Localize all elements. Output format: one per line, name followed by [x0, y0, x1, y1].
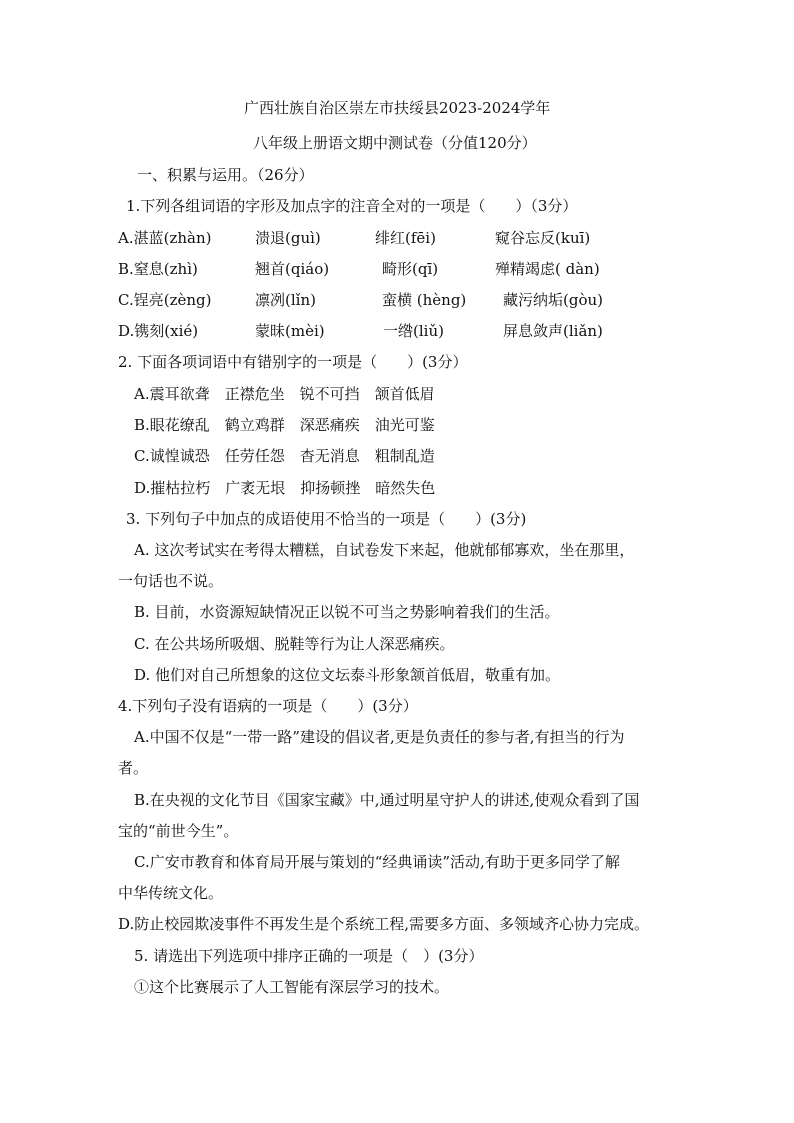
question-4-stem: 4.下列句子没有语病的一项是（ ）(3分） [118, 697, 418, 715]
q2-option-c: C.诚惶诚恐 任劳任怨 杳无消息 粗制乱造 [134, 447, 435, 465]
q1-option-b-word2: 翘首(qiáo) [255, 260, 330, 278]
q5-item-1: ①这个比赛展示了人工智能有深层学习的技术。 [134, 978, 450, 996]
q1-option-d-word2: 蒙昧(mèi) [255, 322, 325, 340]
q1-option-c-word4: 藏污纳垢(gòu) [503, 291, 603, 309]
question-3-stem: 3. 下列句子中加点的成语使用不恰当的一项是（ ）(3分) [126, 510, 527, 528]
q4-option-b-line2: 宝的“前世今生”。 [118, 822, 239, 840]
q1-option-a-word3: 绯红(fēi) [375, 229, 436, 247]
q4-option-c-line1: C.广安市教育和体育局开展与策划的“经典诵读”活动,有助于更多同学了解 [134, 853, 620, 871]
q4-option-a-line1: A.中国不仅是“一带一路”建设的倡议者,更是负责任的参与者,有担当的行为 [134, 728, 625, 746]
q1-option-c-word2: 凛冽(lǐn) [255, 291, 316, 309]
q3-option-a-line1: A. 这次考试实在考得太糟糕，自试卷发下来起，他就郁郁寡欢，坐在那里， [134, 541, 635, 559]
exam-title-line1: 广西壮族自治区崇左市扶绥县2023-2024学年 [244, 99, 551, 117]
q4-option-d: D.防止校园欺凌事件不再发生是个系统工程,需要多方面、多领域齐心协力完成。 [118, 915, 650, 933]
q1-option-a-word4: 窥谷忘反(kuī) [495, 229, 591, 247]
q4-option-c-line2: 中华传统文化。 [118, 884, 224, 902]
q1-option-a-word1: A.湛蓝(zhàn) [118, 229, 212, 247]
q2-option-a: A.震耳欲聋 正襟危坐 锐不可挡 颔首低眉 [134, 385, 435, 403]
q1-option-c-word1: C.锃亮(zèng) [118, 291, 212, 309]
q2-option-d: D.摧枯拉朽 广袤无垠 抑扬顿挫 暗然失色 [134, 479, 436, 497]
q1-option-b-word1: B.窒息(zhì) [118, 260, 198, 278]
question-5-stem: 5. 请选出下列选项中排序正确的一项是（ ）(3分） [134, 947, 484, 965]
exam-title-line2: 八年级上册语文期中测试卷（分值120分） [253, 134, 537, 152]
q4-option-b-line1: B.在央视的文化节目《国家宝藏》中,通过明星守护人的讲述,使观众看到了国 [134, 791, 640, 809]
q2-option-b: B.眼花缭乱 鹤立鸡群 深恶痛疾 油光可鉴 [134, 416, 435, 434]
q3-option-c: C. 在公共场所吸烟、脱鞋等行为让人深恶痛疾。 [134, 635, 455, 653]
q3-option-a-line2: 一句话也不说。 [118, 572, 224, 590]
q3-option-b: B. 目前，水资源短缺情况正以锐不可当之势影响着我们的生活。 [134, 603, 560, 621]
q1-option-c-word3: 蛮横 (hèng) [382, 291, 467, 309]
q1-option-d-word4: 屏息敛声(liǎn) [503, 322, 603, 340]
q3-option-d: D. 他们对自己所想象的这位文坛泰斗形象颔首低眉，敬重有加。 [134, 666, 561, 684]
q1-option-d-word3: 一绺(liǔ) [383, 322, 444, 340]
q1-option-d-word1: D.镌刻(xié) [118, 322, 199, 340]
q1-option-b-word3: 畸形(qī) [382, 260, 439, 278]
q1-option-b-word4: 殚精竭虑( dàn) [495, 260, 600, 278]
q1-option-a-word2: 溃退(guì) [255, 229, 321, 247]
section-heading: 一、积累与运用。（26分） [137, 166, 314, 184]
q4-option-a-line2: 者。 [118, 759, 149, 777]
question-1-stem: 1.下列各组词语的字形及加点字的注音全对的一项是（ ）（3分） [126, 197, 578, 215]
question-2-stem: 2. 下面各项词语中有错别字的一项是（ ）(3分） [118, 353, 468, 371]
